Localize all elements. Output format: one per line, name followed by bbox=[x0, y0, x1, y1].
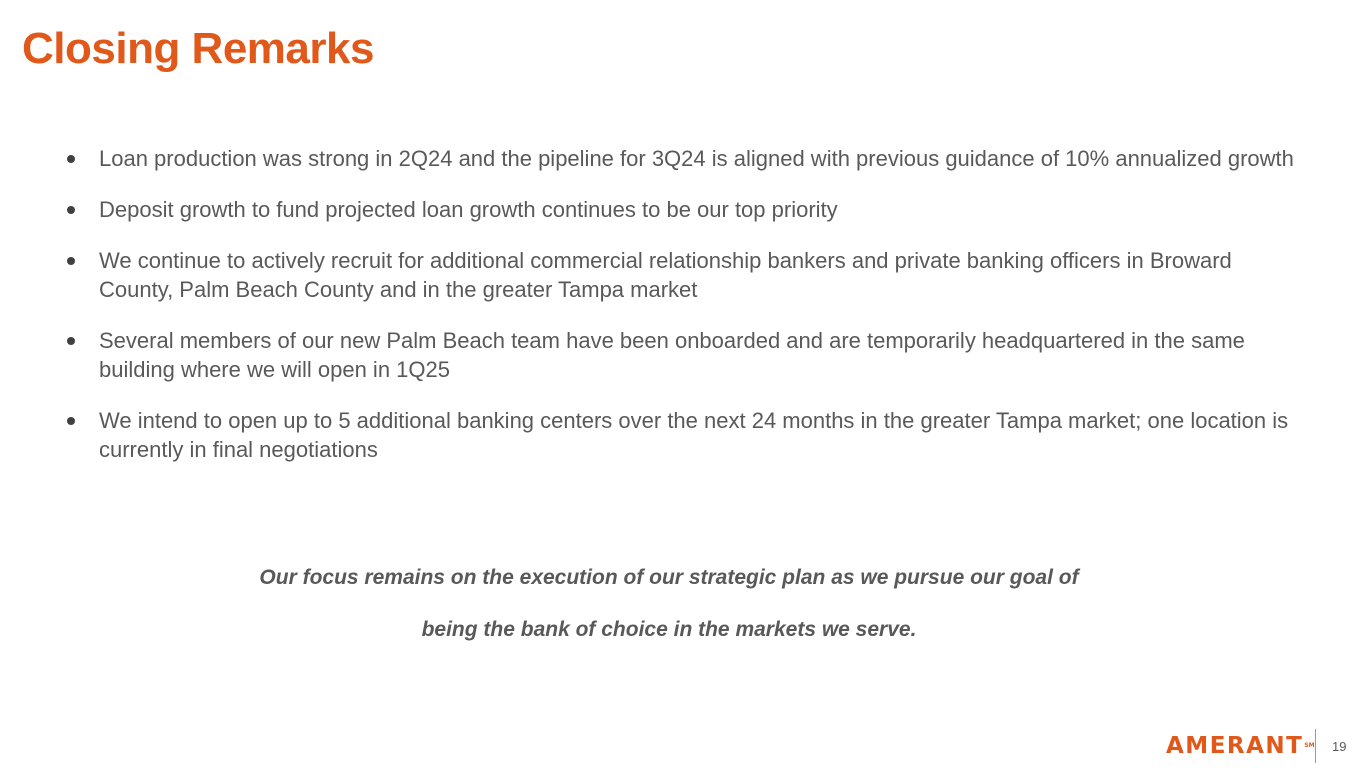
logo-service-mark: SM bbox=[1304, 742, 1315, 749]
bullet-dot-icon bbox=[67, 417, 75, 425]
closing-statement-line-1: Our focus remains on the execution of our strategic plan as we pursue our goal of bbox=[259, 566, 1079, 589]
bullet-item bbox=[64, 326, 1309, 384]
bullet-text: Deposit growth to fund projected loan growth continues to be our top priority bbox=[99, 197, 838, 222]
bullet-list bbox=[64, 144, 1309, 486]
footer-divider bbox=[1315, 729, 1316, 763]
bullet-dot-icon bbox=[67, 206, 75, 214]
bullet-dot-icon bbox=[67, 257, 75, 265]
bullet-text: We continue to actively recruit for additional commercial relationship bankers and private banking officers in Broward County, Palm Beach County and in the greater Tampa market bbox=[99, 248, 1232, 302]
slide-title: Closing Remarks bbox=[22, 24, 374, 73]
bullet-text: Several members of our new Palm Beach team have been onboarded and are temporarily headquartered in the same building where we will open in 1Q25 bbox=[99, 328, 1245, 382]
logo-text: AMERANT bbox=[1166, 733, 1304, 759]
bullet-dot-icon bbox=[67, 155, 75, 163]
page-number: 19 bbox=[1332, 739, 1347, 754]
amerant-logo bbox=[1166, 733, 1315, 759]
bullet-item bbox=[64, 246, 1309, 304]
bullet-text: We intend to open up to 5 additional banking centers over the next 24 months in the greater Tampa market; one location is currently in final negotiations bbox=[99, 408, 1289, 462]
bullet-item bbox=[64, 406, 1309, 464]
bullet-dot-icon bbox=[67, 337, 75, 345]
bullet-item bbox=[64, 195, 1309, 224]
closing-statement-line-2: being the bank of choice in the markets we serve. bbox=[421, 618, 917, 641]
bullet-text: Loan production was strong in 2Q24 and the pipeline for 3Q24 is aligned with previous guidance of 10% annualized growth bbox=[99, 146, 1294, 171]
bullet-item bbox=[64, 144, 1309, 173]
